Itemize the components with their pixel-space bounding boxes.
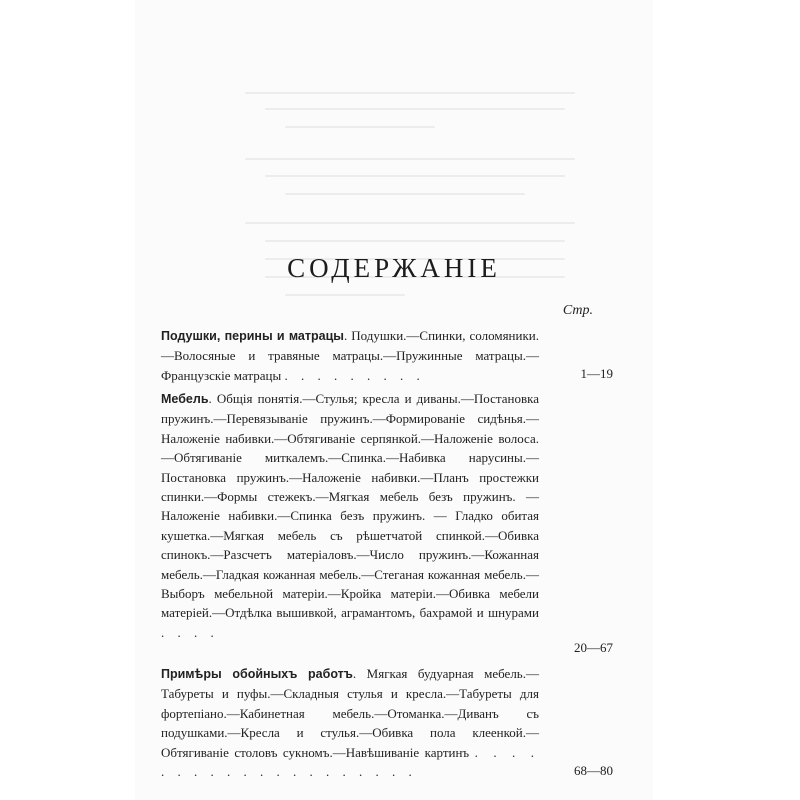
toc-entry [161,664,539,781]
book-page [135,0,653,800]
toc-entry-pages: 20—67 [574,640,613,655]
bleed-through-line [265,240,565,242]
bleed-through-line [285,193,525,195]
toc-entry-heading: Примѣры обойныхъ работъ [161,667,353,681]
bleed-through-line [285,126,435,128]
page-column-label: Стр. [562,303,593,318]
toc-entry-body: . Подушки.—Спинки, соломяники.—Волосяные и травяные матрацы.—Пружинные матрацы.—Французскіе матрацы [161,328,539,383]
toc-entry-pages: 1—19 [580,366,613,381]
bleed-through-line [265,175,565,177]
toc-entry-heading: Мебель [161,392,209,406]
leader-dots: . . . . . . . . . . . . . . . . . . . . [161,744,540,780]
toc-entry-pages: 68—80 [574,763,613,778]
bleed-through-line [265,108,565,110]
leader-dots: . . . . [161,624,219,640]
bleed-through-line [285,294,405,296]
toc-entry-heading: Подушки, перины и матрацы [161,329,344,343]
toc-entry [161,389,539,642]
toc-entry [161,326,539,385]
toc-entry-body: . Мягкая будуарная мебель.—Табуреты и пуфы.—Складныя стулья и кресла.—Табуреты для фортепіано.—Кабинетная мебель.—Отоманка.—Диванъ съ подушками.—Кресла и стулья.—Обивка пола клеенкой.—Обтягиваніе столовъ сукномъ.—Навѣшиваніе картинъ [161,666,539,760]
bleed-through-line [245,158,575,160]
leader-dots: . . . . . . . . . [284,367,425,383]
bleed-through-line [245,222,575,224]
bleed-through-line [245,92,575,94]
page-title: СОДЕРЖАНIЕ [287,253,501,283]
toc-entry-body: . Общія понятія.—Стулья; кресла и диваны.—Постановка пружинъ.—Перевязываніе пружинъ.—Формированіе сидѣнья.—Наложеніе набивки.—Обтягиваніе серпянкой.—Наложеніе волоса.—Обтягиваніе миткалемъ.—Спинка.—Набивка нарусины.—Постановка пружинъ.—Наложеніе набивки.—Планъ простежки спинки.—Формы стежекъ.—Мягкая мебель безъ пружинъ. — Наложеніе набивки.—Спинка безъ пружинъ. — Гладко обитая кушетка.—Мягкая мебель съ рѣшетчатой спинкой.—Обивка спинокъ.—Разсчетъ матеріаловъ.—Число пружинъ.—Кожанная мебель.—Гладкая кожанная мебель.—Стеганая кожанная мебель.—Выборъ мебельной матеріи.—Кройка матеріи.—Обивка мебели матеріей.—Отдѣлка вышивкой, аграмантомъ, бахрамой и шнурами [161,391,539,621]
